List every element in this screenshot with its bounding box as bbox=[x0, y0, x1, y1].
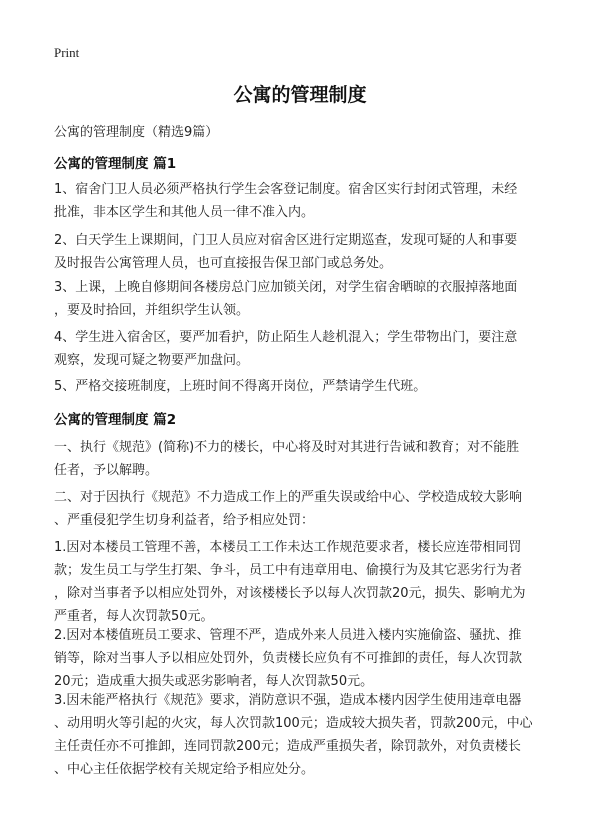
paragraph bbox=[54, 178, 554, 224]
section-heading-2: 公寓的管理制度 篇2 bbox=[54, 412, 177, 428]
paragraph-line: ，要及时拾回，并组织学生认领。 bbox=[54, 303, 250, 318]
paragraph-line: 严重者，每人次罚款50元。 bbox=[54, 609, 214, 624]
paragraph-line: 销等，除对当事人予以相应处罚外，负责楼长应负有不可推卸的责任，每人次罚款 bbox=[54, 651, 523, 666]
paragraph bbox=[54, 536, 554, 628]
paragraph-line: 3、上课，上晚自修期间各楼房总门应加锁关闭，对学生宿舍晒晾的衣服掉落地面 bbox=[54, 280, 518, 295]
paragraph-line: 款；发生员工与学生打架、争斗，员工中有违章用电、偷摸行为及其它恶劣行为者 bbox=[54, 563, 523, 578]
paragraph-line: 、严重侵犯学生切身利益者，给予相应处罚： bbox=[54, 513, 315, 528]
paragraph bbox=[54, 375, 554, 398]
print-label: Print bbox=[54, 45, 80, 60]
paragraph-line: 2.因对本楼值班员工要求、管理不严，造成外来人员进入楼内实施偷盗、骚扰、推 bbox=[54, 628, 522, 643]
paragraph-line: 观察，发现可疑之物要严加盘问。 bbox=[54, 353, 250, 368]
paragraph bbox=[54, 229, 554, 275]
paragraph-line: 4、学生进入宿舍区，要严加看护，防止陌生人趁机混入；学生带物出门，要注意 bbox=[54, 330, 518, 345]
paragraph-line: 一、执行《规范》(简称)不力的楼长，中心将及时对其进行告诫和教育；对不能胜 bbox=[54, 440, 520, 455]
paragraph-line: 20元；造成重大损失或恶劣影响者，每人次罚款50元。 bbox=[54, 674, 374, 689]
paragraph-line: 、动用明火等引起的火灾，每人次罚款100元；造成较大损失者，罚款200元，中心 bbox=[54, 716, 533, 731]
paragraph-line: 主任责任亦不可推卸，连同罚款200元；造成严重损失者，除罚款外，对负责楼长 bbox=[54, 739, 521, 754]
paragraph-line: ，除对当事者予以相应处罚外，对该楼楼长予以每人次罚款20元，损失、影响尤为 bbox=[54, 586, 526, 601]
paragraph bbox=[54, 624, 554, 693]
paragraph bbox=[54, 326, 554, 372]
paragraph bbox=[54, 436, 554, 482]
paragraph-line: 1、宿舍门卫人员必须严格执行学生会客登记制度。宿舍区实行封闭式管理，未经 bbox=[54, 182, 518, 197]
paragraph-line: 、中心主任依据学校有关规定给予相应处分。 bbox=[54, 762, 315, 777]
paragraph bbox=[54, 689, 554, 781]
paragraph bbox=[54, 276, 554, 322]
paragraph-line: 5、严格交接班制度，上班时间不得离开岗位，严禁请学生代班。 bbox=[54, 379, 427, 394]
paragraph bbox=[54, 486, 554, 532]
document-subtitle: 公寓的管理制度（精选9篇） bbox=[54, 125, 219, 140]
document-title: 公寓的管理制度 bbox=[233, 84, 367, 106]
paragraph-line: 及时报告公寓管理人员，也可直接报告保卫部门或总务处。 bbox=[54, 256, 393, 271]
paragraph-line: 批准，非本区学生和其他人员一律不准入内。 bbox=[54, 205, 315, 220]
paragraph-line: 1.因对本楼员工管理不善，本楼员工工作未达工作规范要求者，楼长应连带相同罚 bbox=[54, 540, 522, 555]
paragraph-line: 任者，予以解聘。 bbox=[54, 463, 159, 478]
paragraph-line: 二、对于因执行《规范》不力造成工作上的严重失误或给中心、学校造成较大影响 bbox=[54, 490, 523, 505]
section-heading-1: 公寓的管理制度 篇1 bbox=[54, 156, 177, 172]
paragraph-line: 3.因未能严格执行《规范》要求，消防意识不强，造成本楼内因学生使用违章电器 bbox=[54, 693, 522, 708]
paragraph-line: 2、白天学生上课期间，门卫人员应对宿舍区进行定期巡查，发现可疑的人和事要 bbox=[54, 233, 518, 248]
